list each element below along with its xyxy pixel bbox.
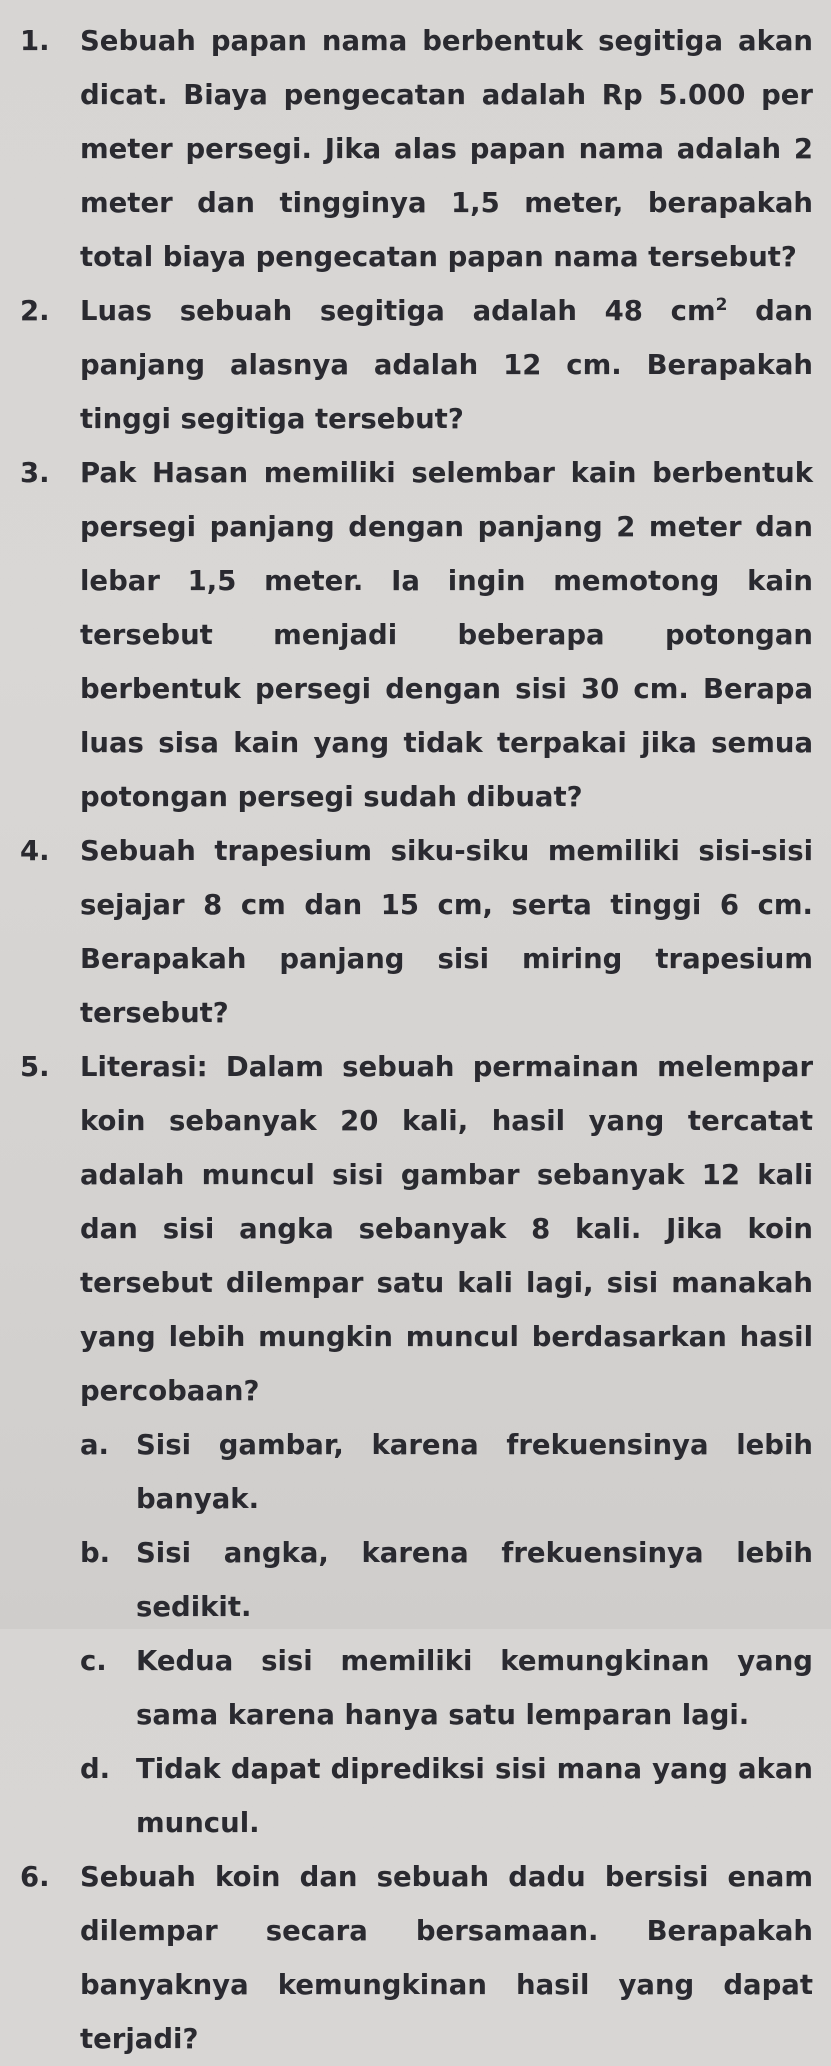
answer-options — [80, 1418, 813, 1850]
option-text: Sisi gambar, karena frekuensinya lebih banyak. — [136, 1429, 813, 1515]
question-number: 1. — [20, 25, 50, 57]
option-text: Kedua sisi memiliki kemungkinan yang sama karena hanya satu lemparan lagi. — [136, 1645, 813, 1731]
question-text: Sebuah papan nama berbentuk segitiga akan dicat. Biaya pengecatan adalah Rp 5.000 per meter persegi. Jika alas papan nama adalah 2 meter dan tingginya 1,5 meter, berapakah total biaya pengecatan papan nama tersebut? — [80, 25, 813, 273]
option-text: Tidak dapat diprediksi sisi mana yang akan muncul. — [136, 1753, 813, 1839]
question-2 — [20, 284, 813, 446]
question-1 — [20, 14, 813, 284]
option-c — [80, 1634, 813, 1742]
question-text: Literasi: Dalam sebuah permainan melempar koin sebanyak 20 kali, hasil yang tercatat adalah muncul sisi gambar sebanyak 12 kali dan sisi angka sebanyak 8 kali. Jika koin tersebut dilempar satu kali lagi, sisi manakah yang lebih mungkin muncul berdasarkan hasil percobaan? — [80, 1051, 813, 1407]
question-number: 3. — [20, 457, 50, 489]
question-number: 4. — [20, 835, 50, 867]
question-text: Sebuah trapesium siku-siku memiliki sisi-sisi sejajar 8 cm dan 15 cm, serta tinggi 6 cm. Berapakah panjang sisi miring trapesium tersebut? — [80, 835, 813, 1029]
question-number: 5. — [20, 1051, 50, 1083]
option-a — [80, 1418, 813, 1526]
question-number: 6. — [20, 1861, 50, 1893]
option-label: c. — [80, 1645, 107, 1677]
question-3 — [20, 446, 813, 824]
question-6 — [20, 1850, 813, 2066]
question-text-after: dan panjang alasnya adalah 12 cm. Berapakah tinggi segitiga tersebut? — [80, 295, 813, 435]
question-text-before: Luas sebuah segitiga adalah 48 cm — [80, 295, 716, 327]
question-number: 2. — [20, 295, 50, 327]
question-4 — [20, 824, 813, 1040]
option-b — [80, 1526, 813, 1634]
superscript: 2 — [715, 294, 728, 315]
option-d — [80, 1742, 813, 1850]
option-text: Sisi angka, karena frekuensinya lebih sedikit. — [136, 1537, 813, 1623]
question-text: Pak Hasan memiliki selembar kain berbentuk persegi panjang dengan panjang 2 meter dan lebar 1,5 meter. Ia ingin memotong kain tersebut menjadi beberapa potongan berbentuk persegi dengan sisi 30 cm. Berapa luas sisa kain yang tidak terpakai jika semua potongan persegi sudah dibuat? — [80, 457, 813, 813]
option-label: a. — [80, 1429, 110, 1461]
question-5 — [20, 1040, 813, 1850]
option-label: d. — [80, 1753, 111, 1785]
question-text: Sebuah koin dan sebuah dadu bersisi enam dilempar secara bersamaan. Berapakah banyaknya kemungkinan hasil yang dapat terjadi? — [80, 1861, 813, 2055]
option-label: b. — [80, 1537, 111, 1569]
